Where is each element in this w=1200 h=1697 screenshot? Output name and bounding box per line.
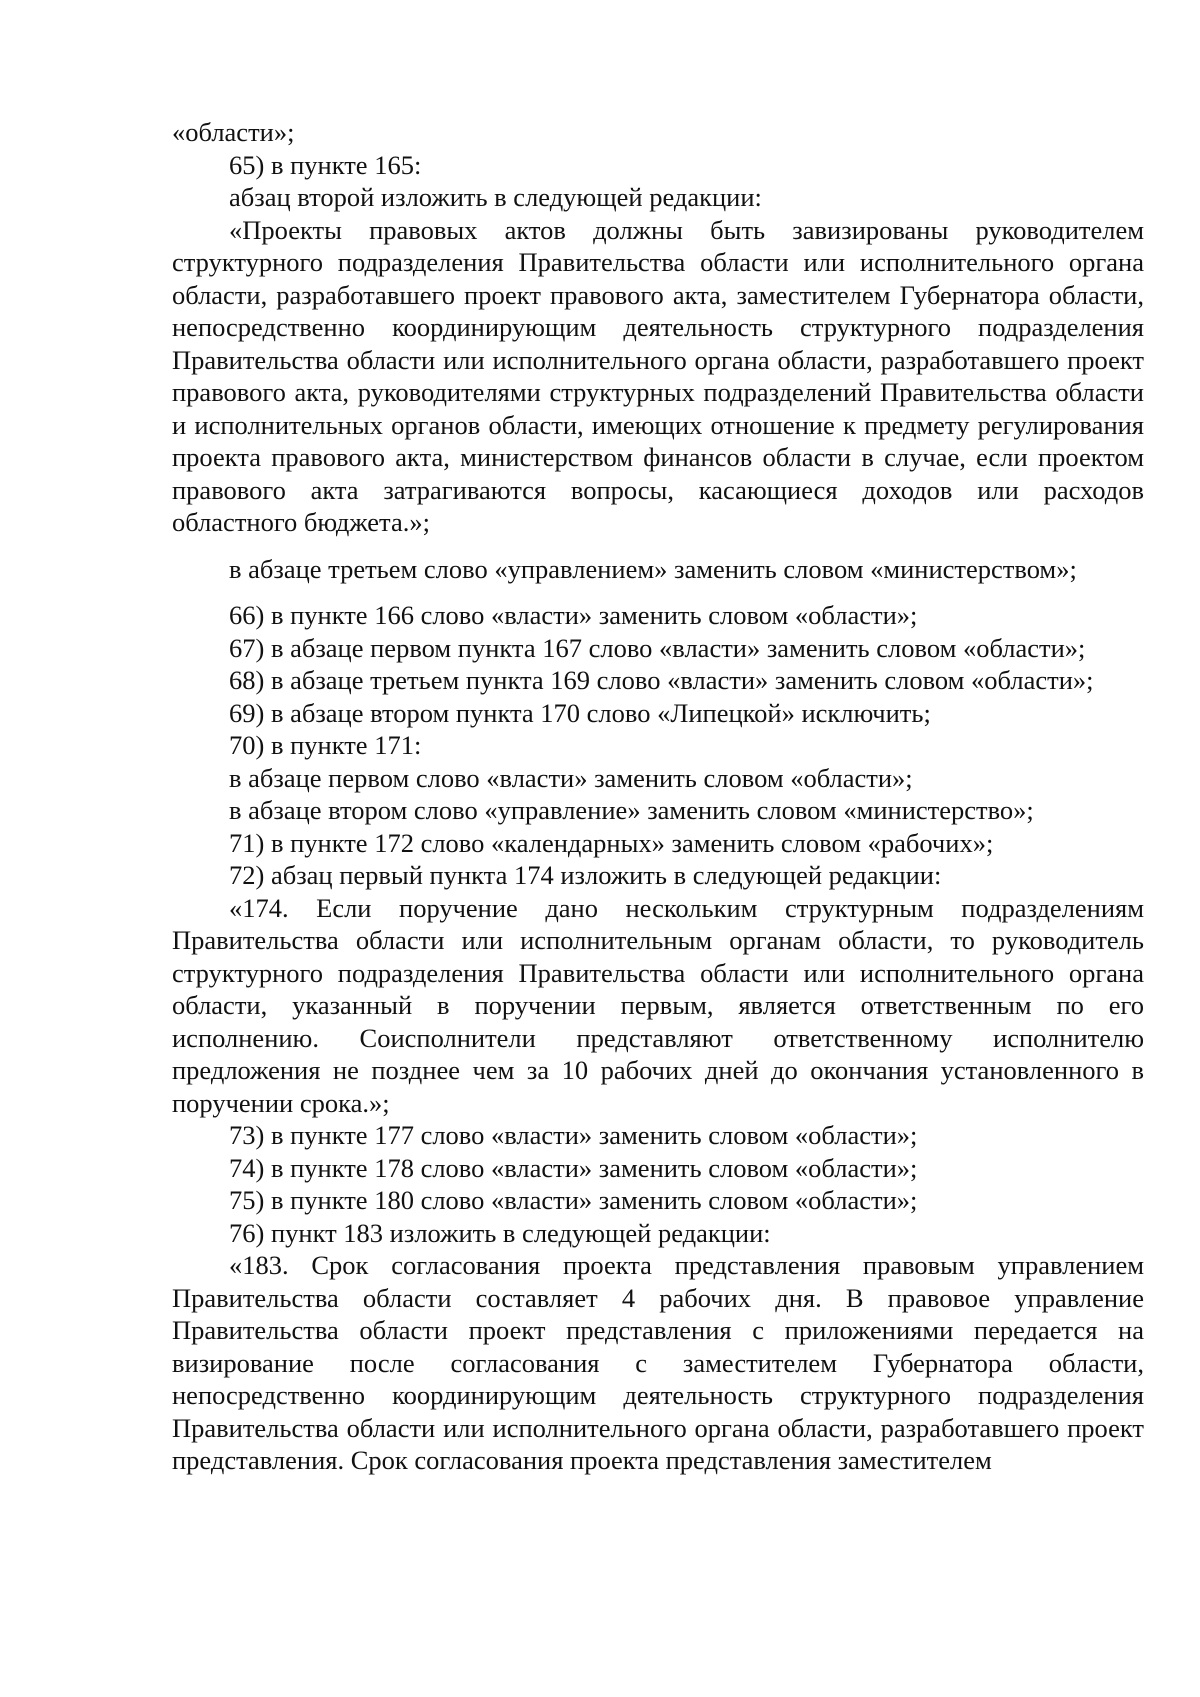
paragraph-10: в абзаце первом слово «власти» заменить словом «области»; <box>229 762 913 793</box>
paragraph-1: 65) в пункте 165: <box>229 149 422 180</box>
paragraph-3: «Проекты правовых актов должны быть завизированы руководителем структурного подразделения Правительства области или исполнительного органа области, разработавшего проект правового акта, заместителем Губернатора области, непосредственно координирующим деятельность структурного подразделения Правительства области или исполнительного органа области, разработавшего проект правового акта, руководителями структурных подразделений Правительства области и исполнительных органов области, имеющих отношение к предмету регулирования проекта правового акта, министерством финансов области в случае, если проектом правового акта затрагиваются вопросы, касающиеся доходов или расходов областного бюджета.»; <box>172 214 1144 537</box>
paragraph-7: 68) в абзаце третьем пункта 169 слово «власти» заменить словом «области»; <box>229 665 1094 695</box>
paragraph-2: абзац второй изложить в следующей редакции: <box>229 182 762 212</box>
paragraph-16: 74) в пункте 178 слово «власти» заменить словом «области»; <box>229 1152 918 1183</box>
paragraph-18: 76) пункт 183 изложить в следующей редакции: <box>229 1217 771 1248</box>
paragraph-4: в абзаце третьем слово «управлением» заменить словом «министерством»; <box>229 553 1077 584</box>
paragraph-17: 75) в пункте 180 слово «власти» заменить словом «области»; <box>229 1185 918 1215</box>
paragraph-8: 69) в абзаце втором пункта 170 слово «Липецкой» исключить; <box>229 697 931 728</box>
paragraph-5: 66) в пункте 166 слово «власти» заменить словом «области»; <box>229 600 918 630</box>
paragraph-19: «183. Срок согласования проекта представления правовым управлением Правительства области составляет 4 рабочих дня. В правовое управление Правительства области проект представления с приложениями передается на визирование после согласования с заместителем Губернатора области, непосредственно координирующим деятельность структурного подразделения Правительства области или исполнительного органа области, разработавшего проект представления. Срок согласования проекта представления заместителем <box>172 1250 1144 1475</box>
paragraph-11: в абзаце втором слово «управление» заменить словом «министерство»; <box>229 795 1034 825</box>
paragraph-6: 67) в абзаце первом пункта 167 слово «власти» заменить словом «области»; <box>229 632 1086 663</box>
paragraph-9: 70) в пункте 171: <box>229 730 422 760</box>
paragraph-15: 73) в пункте 177 слово «власти» заменить словом «области»; <box>229 1120 918 1150</box>
paragraph-14: «174. Если поручение дано нескольким структурным подразделениям Правительства области или исполнительным органам области, то руководитель структурного подразделения Правительства области или исполнительного органа области, указанный в поручении первым, является ответственным по его исполнению. Соисполнители представляют ответственному исполнителю предложения не позднее чем за 10 рабочих дней до окончания установленного в поручении срока.»; <box>172 892 1144 1118</box>
document-page <box>172 116 1144 1477</box>
paragraph-12: 71) в пункте 172 слово «календарных» заменить словом «рабочих»; <box>229 827 994 858</box>
paragraph-0: «области»; <box>172 117 295 147</box>
paragraph-13: 72) абзац первый пункта 174 изложить в следующей редакции: <box>229 860 942 890</box>
